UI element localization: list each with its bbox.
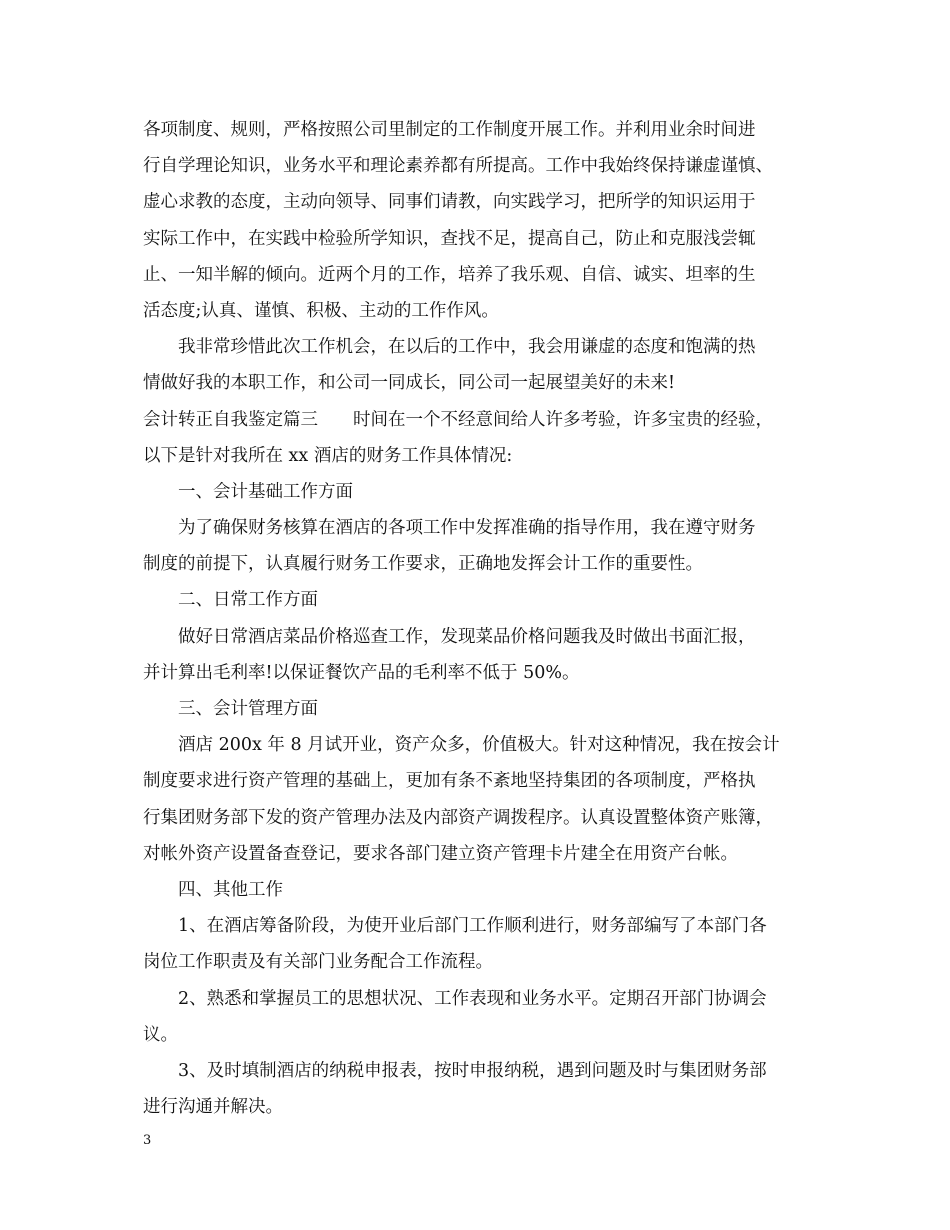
text-line: 并计算出毛利率!以保证餐饮产品的毛利率不低于 50%。 — [143, 662, 580, 683]
heading-line: 二、日常工作方面 — [178, 590, 318, 611]
text-line: 制度要求进行资产管理的基础上，更加有条不紊地坚持集团的各项制度，严格执 — [143, 771, 756, 792]
heading-line: 四、其他工作 — [178, 879, 283, 900]
text-line: 议。 — [143, 1024, 178, 1045]
text-line: 实际工作中，在实践中检验所学知识，查找不足，提高自己，防止和克服浅尝辄 — [143, 228, 756, 249]
document-body — [143, 112, 833, 1125]
text-line: 酒店 200x 年 8 月试开业，资产众多，价值极大。针对这种情况，我在按会计 — [178, 735, 780, 756]
text-line: 1、在酒店筹备阶段，为使开业后部门工作顺利进行，财务部编写了本部门各 — [178, 916, 767, 937]
text-line: 制度的前提下，认真履行财务工作要求，正确地发挥会计工作的重要性。 — [143, 554, 703, 575]
text-line: 2、熟悉和掌握员工的思想状况、工作表现和业务水平。定期召开部门协调会 — [178, 988, 767, 1009]
text-line: 对帐外资产设置备查登记，要求各部门建立资产管理卡片建全在用资产台帐。 — [143, 843, 738, 864]
text-line: 我非常珍惜此次工作机会，在以后的工作中，我会用谦虚的态度和饱满的热 — [178, 337, 756, 358]
text-line: 各项制度、规则，严格按照公司里制定的工作制度开展工作。并利用业余时间进 — [143, 120, 756, 140]
text-line: 活态度;认真、谨慎、积极、主动的工作作风。 — [143, 300, 499, 321]
text-line: 行集团财务部下发的资产管理办法及内部资产调拨程序。认真设置整体资产账簿， — [143, 807, 773, 828]
text-line: 情做好我的本职工作，和公司一同成长，同公司一起展望美好的未来! — [143, 373, 676, 394]
text-line: 岗位工作职责及有关部门业务配合工作流程。 — [143, 952, 493, 973]
text-line: 行自学理论知识，业务水平和理论素养都有所提高。工作中我始终保持谦虚谨慎、 — [143, 156, 773, 177]
text-line: 进行沟通并解决。 — [143, 1097, 283, 1118]
text-line: 为了确保财务核算在酒店的各项工作中发挥准确的指导作用，我在遵守财务 — [178, 518, 756, 539]
text-line: 3、及时填制酒店的纳税申报表，按时申报纳税，遇到问题及时与集团财务部 — [178, 1060, 767, 1081]
section-title-line: 会计转正自我鉴定篇三 时间在一个不经意间给人许多考验，许多宝贵的经验， — [143, 409, 773, 430]
heading-line: 三、会计管理方面 — [178, 699, 318, 719]
text-line: 虚心求教的态度，主动向领导、同事们请教，向实践学习，把所学的知识运用于 — [143, 192, 756, 213]
heading-line: 一、会计基础工作方面 — [178, 481, 353, 502]
text-line: 做好日常酒店菜品价格巡查工作，发现菜品价格问题我及时做出书面汇报， — [178, 626, 756, 647]
text-line: 止、一知半解的倾向。近两个月的工作，培养了我乐观、自信、诚实、坦率的生 — [143, 264, 756, 285]
text-line: 以下是针对我所在 xx 酒店的财务工作具体情况: — [143, 445, 513, 466]
page-number: 3 — [143, 1133, 152, 1148]
